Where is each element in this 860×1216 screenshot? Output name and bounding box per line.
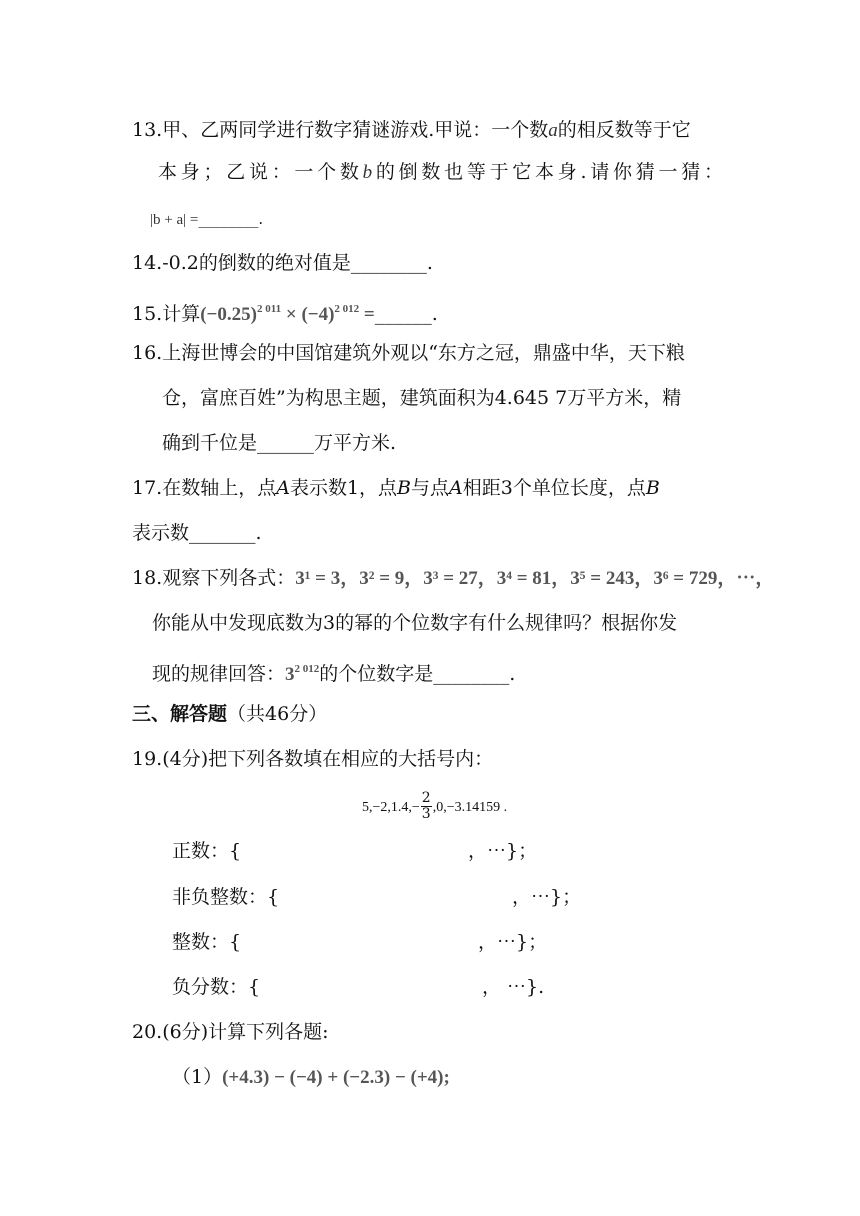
q18-text-b: 你能从中发现底数为3的幂的个位数字有什么规律吗？根据你发 [152,612,678,634]
q18-line1 [132,565,774,592]
q16-line1 [132,340,685,366]
q19-negfrac-end: ， ⋯}. [482,976,545,998]
q18-text-d: 的个位数字是________. [319,663,516,685]
q17-point-b2: B [645,477,660,499]
section-note: （共46分） [227,703,328,725]
q17-point-a2: A [449,477,463,499]
q13-line2-just [158,159,723,186]
q19-negfrac-label: 负分数：{ [172,976,261,998]
q19-nonneg-label: 非负整数：{ [172,886,280,908]
q19-integer-label: 整数：{ [172,931,242,953]
q16-line3 [162,430,396,456]
q16-blank: ______ [257,432,315,454]
q19-positive-label: 正数：{ [172,840,242,862]
q17-line2 [132,520,262,546]
q19-numbers-pre: 5,−2,1.4,− [362,800,420,815]
q18-line3 [152,656,515,688]
q18-formula: 3¹ = 3，3² = 9，3³ = 27，3⁴ = 81，3⁵ = 243，3⁶ = 729，⋯， [295,568,775,589]
q19-fraction [421,791,432,822]
q20-part1 [172,1064,450,1091]
q19-positive-end: ，⋯}； [468,840,538,862]
q19-negfrac-row [172,974,572,1000]
q19-numbers-post: ,0,−3.14159 . [432,800,508,815]
q15-base2: (−4) [301,304,335,325]
q17-point-b: B [397,477,412,499]
q13-line2 [158,159,723,186]
q19-nonneg-end: ，⋯}； [512,886,582,908]
q18-exp: 2 012 [294,663,320,675]
q13-text-d: 的倒数也等于它本身.请你猜一猜： [372,161,723,183]
section-heading [132,701,327,727]
q13-var-a: a [548,120,558,141]
q13-expression: |b + a| = [150,212,199,228]
q13-blank: ________. [198,210,264,228]
q16-text-3: 确到千位是 [162,432,258,454]
q15-text: 15.计算 [132,303,201,325]
q20-part1-label: （1） [172,1066,223,1088]
q18-text-c: 现的规律回答： [152,663,286,685]
q16-line2 [162,385,681,411]
q16-text-2: 仓，富庶百姓”为构思主题，建筑面积为4.645 7万平方米，精 [162,387,682,409]
q13-text-c: 本身；乙说：一个数 [158,161,363,183]
q17-text-a: 17.在数轴上，点 [132,477,277,499]
q14-text: 14.-0.2的倒数的绝对值是________. [132,252,433,274]
q17-text-c: 与点 [411,477,450,499]
q17-line1 [132,475,660,501]
q19-integer-row [172,929,552,955]
q18-line2 [152,610,677,636]
q15-blank: ______. [374,303,438,325]
q13-line1 [132,117,691,144]
q16-text-4: 万平方米. [314,432,397,454]
q15-base1: (−0.25) [200,304,257,325]
q19-title-text: 19.(4分)把下列各数填在相应的大括号内： [132,748,494,770]
q17-text-b: 表示数1，点 [289,477,398,499]
q15-times: × [281,304,302,325]
q20-part1-expr: (+4.3) − (−4) + (−2.3) − (+4); [222,1067,450,1088]
q15-exp2: 2 012 [334,303,360,315]
q19-numbers [362,788,507,825]
q13-text-a: 13.甲、乙两同学进行数字猜谜游戏.甲说：一个数 [132,119,549,141]
q13-text-b: 的相反数等于它 [557,119,691,141]
q18-text-a: 18.观察下列各式： [132,567,296,589]
q14-line [132,250,433,276]
q15-eq: = [359,304,375,325]
q17-point-a: A [276,477,290,499]
q19-positive-row [172,838,538,864]
q13-var-b: b [362,162,373,183]
q18-base: 3 [285,664,295,685]
q20-title-text: 20.(6分)计算下列各题: [132,1021,329,1043]
q19-frac-den: 3 [421,805,431,822]
q17-text-d: 相距3个单位长度，点 [462,477,646,499]
q13-line3 [150,206,263,233]
q20-title [132,1019,329,1045]
q19-integer-end: ，⋯}； [478,931,548,953]
q16-text-1: 16.上海世博会的中国馆建筑外观以“东方之冠，鼎盛中华，天下粮 [132,342,685,364]
q19-nonneg-row [172,884,582,910]
q15-line [132,296,438,328]
q17-text-e: 表示数_______. [132,522,262,544]
q15-exp1: 2 011 [256,303,282,315]
section-title: 三、解答题 [132,703,228,725]
q19-frac-num: 2 [421,789,431,806]
q19-title [132,746,493,772]
